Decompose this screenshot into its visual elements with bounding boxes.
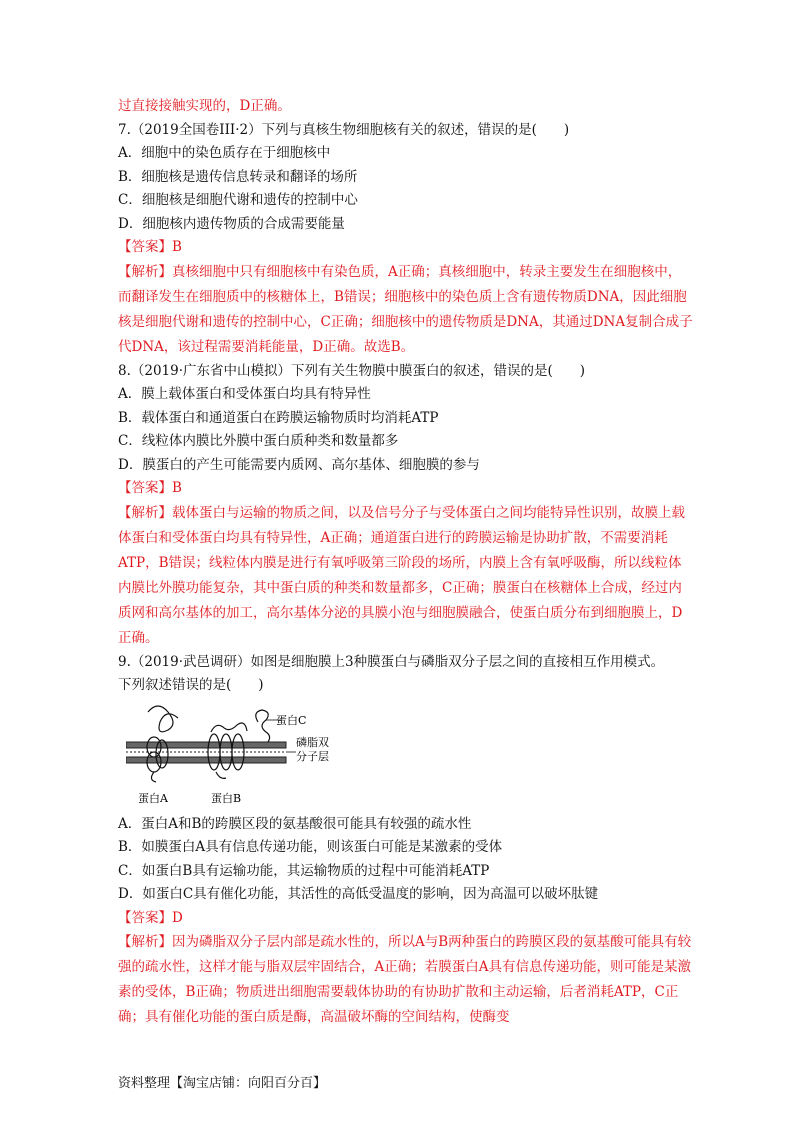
page-content: [118, 95, 693, 1030]
protein-c-shape: [256, 710, 270, 742]
q8-option-d: D．膜蛋白的产生可能需要内质网、高尔基体、细胞膜的参与: [118, 456, 480, 473]
membrane-diagram: [126, 702, 396, 807]
q8-option-b: B．载体蛋白和通道蛋白在跨膜运输物质时均消耗ATP: [118, 409, 439, 426]
q7-stem: 7.（2019全国卷III·2）下列与真核生物细胞核有关的叙述，错误的是( ): [118, 121, 570, 138]
q9-option-d: D．如蛋白C具有催化功能，其活性的高低受温度的影响，因为高温可以破坏肽键: [118, 886, 599, 902]
page-footer: 资料整理【淘宝店铺：向阳百分百】: [118, 1076, 327, 1091]
q8-analysis: 【解析】载体蛋白与运输的物质之间，以及信号分子与受体蛋白之间均能特异性识别，故膜上载体蛋白和受体蛋白均具有特异性，A正确；通道蛋白进行的跨膜运输是协助扩散，不需要消耗ATP，B错误；线粒体内膜是进行有氧呼吸第三阶段的场所，内膜上含有氧呼吸酶，所以线粒体内膜比外膜功能复杂，其中蛋白质的种类和数量都多，C正确；膜蛋白在核糖体上合成，经过内质网和高尔基体的加工，高尔基体分泌的具膜小泡与细胞膜融合，使蛋白质分布到细胞膜上，D正确。: [118, 504, 685, 646]
membrane-protein-figure: [126, 702, 396, 807]
q7-answer: 【答案】B: [118, 239, 182, 255]
label-protein-b: 蛋白B: [211, 791, 242, 805]
label-protein-c: 蛋白C: [276, 713, 307, 727]
protein-b-shape: [208, 723, 247, 778]
q9-option-a: A．蛋白A和B的跨膜区段的氨基酸很可能具有较强的疏水性: [118, 815, 472, 832]
q7-option-a: A．细胞中的染色质存在于细胞核中: [118, 145, 331, 161]
q8-option-a: A．膜上载体蛋白和受体蛋白均具有特异性: [118, 386, 371, 402]
q9-analysis: 【解析】因为磷脂双分子层内部是疏水性的，所以A与B两种蛋白的跨膜区段的氨基酸可能具有较强的疏水性，这样才能与脂双层牢固结合，A正确；若膜蛋白A具有信息传递功能，则可能是某激素的受体，B正确；物质进出细胞需要载体协助的有协助扩散和主动运输，后者消耗ATP，C正确；具有催化功能的蛋白质是酶，高温破坏酶的空间结构，使酶变: [118, 934, 692, 1025]
top-line: 过直接接触实现的，D正确。: [118, 98, 291, 114]
q9-option-b: B．如膜蛋白A具有信息传递功能，则该蛋白可能是某激素的受体: [118, 839, 503, 855]
label-bilayer-2: 分子层: [296, 749, 329, 763]
label-protein-a: 蛋白A: [138, 791, 168, 805]
q7-option-b: B．细胞核是遗传信息转录和翻译的场所: [118, 168, 358, 185]
q7-option-c: C．细胞核是细胞代谢和遗传的控制中心: [118, 192, 358, 208]
label-bilayer-1: 磷脂双: [296, 735, 329, 749]
q8-answer: 【答案】B: [118, 480, 182, 496]
q9-answer: 【答案】D: [118, 909, 183, 926]
q9-stem-2: 下列叙述错误的是( ): [118, 677, 264, 693]
q7-analysis: 【解析】真核细胞中只有细胞核中有染色质，A正确；真核细胞中，转录主要发生在细胞核中，而翻译发生在细胞质中的核糖体上，B错误；细胞核中的染色质上含有遗传物质DNA，因此细胞核是细胞代谢和遗传的控制中心，C正确；细胞核中的遗传物质是DNA，其通过DNA复制合成子代DNA，该过程需要消耗能量，D正确。故选B。: [118, 263, 693, 355]
q8-option-c: C．线粒体内膜比外膜中蛋白质种类和数量都多: [118, 433, 399, 449]
q9-option-c: C．如蛋白B具有运输功能，其运输物质的过程中可能消耗ATP: [118, 862, 490, 879]
phospholipid-bilayer: [126, 742, 286, 763]
q8-stem: 8.（2019·广东省中山模拟）下列有关生物膜中膜蛋白的叙述，错误的是( ): [118, 362, 586, 379]
q7-option-d: D．细胞核内遗传物质的合成需要能量: [118, 215, 345, 232]
q9-stem-1: 9.（2019·武邑调研）如图是细胞膜上3种膜蛋白与磷脂双分子层之间的直接相互作用模式。: [118, 653, 665, 670]
